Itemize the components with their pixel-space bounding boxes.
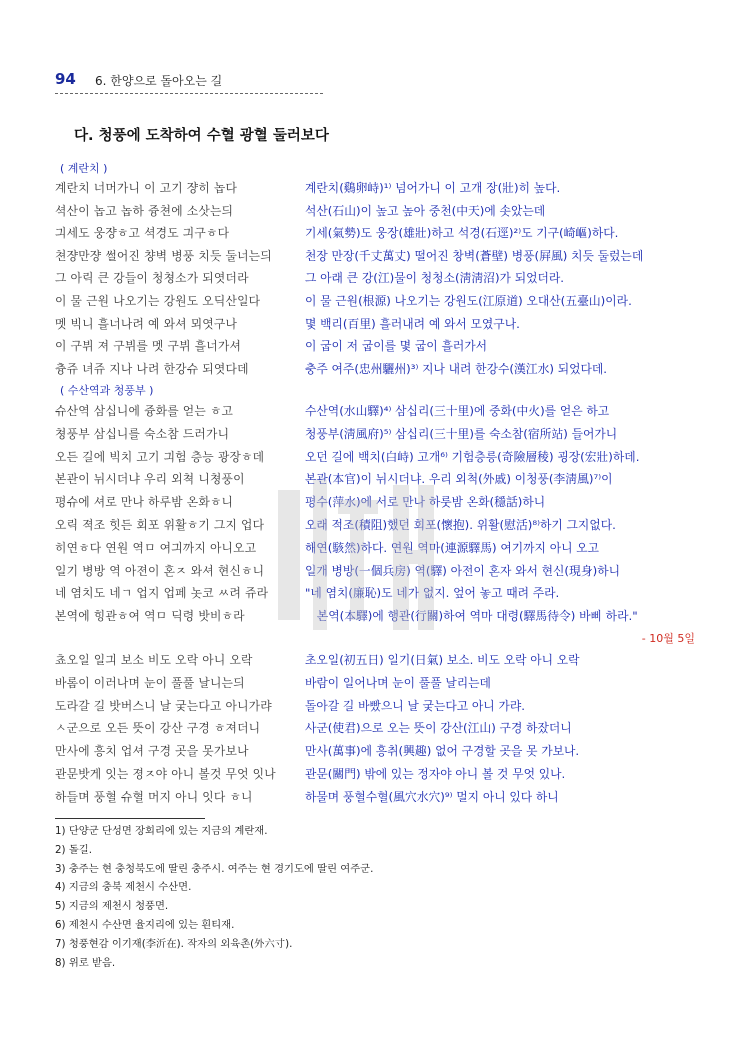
modern-translation: 평수(萍水)에 서로 만나 하룻밤 온화(穩話)하니 — [305, 495, 546, 510]
modern-translation: 해연(駭然)하다. 연원 역마(連源驛馬) 여기까지 아니 오고 — [305, 540, 600, 555]
modern-translation: 관문(關門) 밖에 있는 정자야 아니 볼 것 무엇 있나. — [305, 767, 566, 781]
verse-line — [55, 742, 695, 764]
original-verse: 이 구뷔 져 구뷔를 멧 구뷔 흘너가셔 — [55, 339, 242, 354]
modern-translation: 오던 길에 백치(白峙) 고개⁶⁾ 기험층릉(奇險層稜) 굉장(宏壯)하데. — [305, 449, 640, 464]
page-header — [55, 70, 695, 92]
original-verse: 쳥풍부 삼십니를 숙소참 드러가니 — [55, 426, 230, 441]
original-verse: 쳔쟝만쟝 썰어진 챵벽 병풍 치듯 둘너는듸 — [55, 248, 272, 263]
modern-translation: 이 굽이 저 굽이를 몇 굽이 흘러가서 — [305, 339, 488, 354]
verse-line — [55, 607, 695, 629]
original-verse: 도라갈 길 밧버스니 날 궂는다고 아니가랴 — [55, 698, 272, 713]
original-verse: 평슈에 셔로 만나 하루밤 온화ㅎ니 — [55, 495, 234, 510]
original-verse: ㅅ군으로 오든 뜻이 강산 구경 ㅎ져더니 — [55, 721, 261, 736]
modern-translation: 계란치(鷄卵峙)¹⁾ 넘어가니 이 고개 장(壯)히 높다. — [305, 181, 561, 195]
original-verse: 히연ㅎ다 연원 역ㅁ 여긔까지 아니오고 — [55, 540, 257, 555]
original-verse: 관문밧게 잇는 졍ㅈ야 아니 볼것 무엇 잇나 — [55, 767, 276, 781]
modern-translation: 기세(氣勢)도 웅장(雄壯)하고 석경(石逕)²⁾도 기구(崎嶇)하다. — [305, 226, 619, 241]
original-verse: 본관이 뉘시더냐 우리 외쳑 니쳥풍이 — [55, 472, 245, 487]
verse-line — [55, 337, 695, 359]
modern-translation: 돌아갈 길 바빴으니 날 궂는다고 아니 가랴. — [305, 698, 525, 713]
chapter-title: 6. 한양으로 돌아오는 길 — [95, 74, 223, 88]
original-verse: 이 물 근원 나오기는 강원도 오딕산일다 — [55, 294, 261, 308]
modern-translation: 만사(萬事)에 흥취(興趣) 없어 구경할 곳을 못 가보나. — [305, 744, 580, 759]
verse-line — [55, 269, 695, 291]
verse-line — [55, 562, 695, 584]
original-verse: 일기 병방 역 아젼이 혼ㅈ 와셔 현신ㅎ니 — [55, 563, 265, 578]
footnote-item: 5) 지금의 제천시 청풍면. — [55, 900, 169, 913]
verse-line — [55, 584, 695, 606]
footnotes — [55, 822, 695, 972]
modern-translation: 사군(使君)으로 오는 뜻이 강산(江山) 구경 하잤더니 — [305, 721, 572, 736]
original-verse: 만사에 흥치 업셔 구경 곳을 못가보나 — [55, 744, 249, 759]
footnote-item: 2) 돌길. — [55, 843, 93, 856]
footnote-item: 4) 지금의 충북 제천시 수산면. — [55, 881, 192, 894]
original-verse: 계란치 너머가니 이 고기 쟝히 놉다 — [55, 181, 238, 195]
footnote-item: 7) 청풍현감 이기재(李沂在). 작자의 외육촌(外六寸). — [55, 937, 293, 950]
verse-line — [55, 179, 695, 201]
verse-line — [55, 719, 695, 741]
modern-translation: 일개 병방(一個兵房) 역(驛) 아전이 혼자 와서 현신(現身)하니 — [305, 563, 621, 578]
verse-line — [55, 516, 695, 538]
verse-line — [55, 292, 695, 314]
original-verse: 쵸오일 일긔 보소 비도 오락 아니 오락 — [55, 653, 253, 667]
verse-line — [55, 765, 695, 787]
modern-translation: 바람이 일어나며 눈이 풀풀 날리는데 — [305, 675, 491, 690]
modern-translation: 천장 만장(千丈萬丈) 떨어진 창벽(蒼壁) 병풍(屛風) 치듯 둘렀는데 — [305, 248, 644, 263]
modern-translation: 몇 백리(百里) 흘러내려 예 와서 모였구나. — [305, 316, 520, 331]
original-verse: 오릭 젹조 힛든 회포 위활ㅎ기 그지 업다 — [55, 518, 265, 532]
modern-translation: 석산(石山)이 높고 높아 중천(中天)에 솟았는데 — [305, 203, 546, 218]
verse-line — [55, 202, 695, 224]
verse-line — [55, 470, 695, 492]
verse-line — [55, 651, 695, 673]
original-verse: 츙쥬 녀쥬 지나 나려 한강슈 되엿다데 — [55, 361, 249, 376]
modern-translation: 본관(本官)이 뉘시더냐. 우리 외척(外戚) 이청풍(李淸風)⁷⁾이 — [305, 472, 613, 487]
modern-translation: 본역(本驛)에 행관(行關)하여 역마 대령(驛馬待令) 바삐 하라." — [305, 609, 638, 624]
verse-line — [55, 247, 695, 269]
verse-line — [55, 539, 695, 561]
verse-line — [55, 402, 695, 424]
verse-line — [55, 674, 695, 696]
verse-line — [55, 315, 695, 337]
verse-line — [55, 697, 695, 719]
modern-translation: 수산역(水山驛)⁴⁾ 삼십리(三十里)에 중화(中火)를 얻은 하고 — [305, 404, 610, 418]
verse-line — [55, 788, 695, 810]
modern-translation: 하물며 풍혈수혈(風穴水穴)⁹⁾ 멀지 아니 있다 하니 — [305, 789, 559, 804]
verse-line — [55, 448, 695, 470]
original-verse: 슈산역 삼십니에 즁화를 얻는 ㅎ고 — [55, 404, 234, 418]
modern-translation: 이 물 근원(根源) 나오기는 강원도(江原道) 오대산(五臺山)이라. — [305, 294, 632, 308]
modern-translation: 그 아래 큰 강(江)물이 청청소(淸淸沼)가 되었더라. — [305, 271, 565, 286]
original-verse: 오든 길에 빅치 고기 긔험 층능 광장ㅎ데 — [55, 449, 265, 464]
original-verse: 셕산이 놉고 놉하 즁쳔에 소삿는듸 — [55, 203, 234, 218]
verse-line — [55, 493, 695, 515]
footnote-divider — [55, 818, 205, 819]
modern-translation: 청풍부(淸風府)⁵⁾ 삼십리(三十里)를 숙소참(宿所站) 들어가니 — [305, 426, 618, 441]
footnote-item: 6) 제천시 수산면 율지리에 있는 흰티재. — [55, 918, 235, 931]
original-verse: 본역에 힝관ㅎ여 역ㅁ 딕령 밧비ㅎ라 — [55, 609, 245, 624]
original-verse: 그 아릭 큰 강들이 청쳥소가 되엿더라 — [55, 271, 249, 286]
modern-translation: 오래 적조(積阻)했던 회포(懷抱). 위활(慰活)⁸⁾하기 그지없다. — [305, 518, 616, 532]
original-verse: 긔세도 웅쟝ㅎ고 셕경도 긔구ㅎ다 — [55, 226, 230, 241]
footnote-item: 1) 단양군 단성면 장회리에 있는 지금의 계란재. — [55, 825, 268, 837]
modern-translation: "네 염치(廉恥)도 네가 없지. 엎어 놓고 때려 주라. — [305, 586, 560, 601]
original-verse: 바롬이 이러나며 눈이 풀풀 날니는듸 — [55, 675, 245, 690]
date-note: - 10월 5일 — [641, 632, 695, 645]
verse-line — [55, 425, 695, 447]
section-title: 다. 청풍에 도착하여 수혈 광혈 둘러보다 — [74, 128, 329, 144]
page-number: 94 — [55, 70, 76, 88]
header-divider — [55, 93, 323, 94]
subheading-gyeranchi: ( 계란치 ) — [60, 162, 108, 175]
original-verse: 하들며 풍혈 슈혈 머지 아니 잇다 ㅎ니 — [55, 789, 253, 804]
modern-translation: 초오일(初五日) 일기(日氣) 보소. 비도 오락 아니 오락 — [305, 653, 580, 667]
subheading-susanyeok: ( 수산역과 청풍부 ) — [60, 384, 154, 397]
original-verse: 멧 빅니 흘너나려 예 와셔 뫼엿구나 — [55, 316, 238, 331]
modern-translation: 충주 여주(忠州驪州)³⁾ 지나 내려 한강수(漢江水) 되었다데. — [305, 361, 608, 376]
footnote-item: 8) 위로 받음. — [55, 956, 116, 969]
original-verse: 네 염치도 네ㄱ 업지 업페 놋코 ㅆ려 쥬라 — [55, 586, 269, 601]
footnote-item: 3) 충주는 현 충청북도에 딸린 충주시. 여주는 현 경기도에 딸린 여주군. — [55, 862, 374, 875]
verse-line — [55, 224, 695, 246]
verse-line — [55, 360, 695, 382]
